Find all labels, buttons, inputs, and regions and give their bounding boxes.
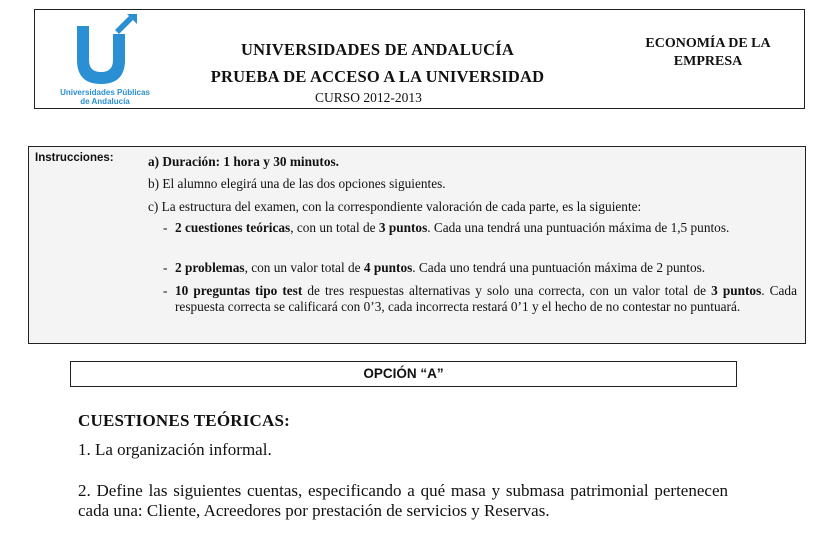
bullet-problems [163, 260, 797, 276]
university-logo [45, 14, 150, 106]
bullet-test-text-2: . Cada respuesta correcta se calificará con 0’3, cada incorrecta restará 0’1 y el hecho de no contestar no puntuará. [175, 283, 797, 314]
university-u-logo-icon [71, 14, 141, 86]
bullet-dash: - [163, 260, 168, 275]
instructions-label: Instrucciones: [35, 152, 114, 164]
header-title-2: PRUEBA DE ACCESO A LA UNIVERSIDAD [210, 67, 545, 86]
bullet-theory [163, 220, 797, 236]
section-heading: CUESTIONES TEÓRICAS: [78, 411, 291, 430]
instructions-box [28, 146, 806, 344]
instruction-c: c) La estructura del examen, con la correspondiente valoración de cada parte, es la siguiente: [148, 199, 642, 214]
course-year: CURSO 2012-2013 [315, 90, 422, 105]
bullet-problems-bold-1: 2 problemas [175, 260, 245, 275]
bullet-problems-bold-2: 4 puntos [363, 260, 413, 275]
instruction-b: b) El alumno elegirá una de las dos opciones siguientes. [148, 176, 446, 191]
bullet-problems-text-1: , con un valor total de [244, 260, 364, 275]
option-a-title: OPCIÓN “A” [70, 361, 737, 387]
logo-caption-line-2: de Andalucía [80, 97, 130, 106]
instruction-a [148, 154, 339, 170]
logo-caption-line-1: Universidades Públicas [60, 88, 150, 97]
bullet-theory-text-2: . Cada una tendrá una puntuación máxima de 1,5 puntos. [427, 220, 730, 235]
instruction-a-prefix: a) [148, 154, 163, 169]
bullet-test-bold-2: 3 puntos [711, 283, 762, 298]
bullet-theory-bold-2: 3 puntos [378, 220, 428, 235]
bullet-dash: - [163, 283, 168, 298]
logo-caption [45, 88, 165, 106]
bullet-problems-text-2: . Cada uno tendrá una puntuación máxima de 2 puntos. [412, 260, 706, 275]
bullet-dash: - [163, 220, 168, 235]
subject-name: ECONOMÍA DE LA EMPRESA [645, 36, 771, 69]
bullet-test-text-1: de tres respuestas alternativas y solo una correcta, con un valor total de [302, 283, 712, 298]
bullet-test-bold-1: 10 preguntas tipo test [175, 283, 303, 298]
bullet-theory-text-1: , con un total de [290, 220, 379, 235]
question-2: 2. Define las siguientes cuentas, especificando a qué masa y submasa patrimonial pertenecen cada una: Cliente, Acreedores por prestación de servicios y Reservas. [78, 481, 728, 520]
header-title-1: UNIVERSIDADES DE ANDALUCÍA [241, 40, 514, 59]
question-1: 1. La organización informal. [78, 440, 272, 459]
instruction-a-text: Duración: 1 hora y 30 minutos. [162, 154, 339, 169]
exam-header [34, 9, 805, 109]
bullet-test [163, 283, 797, 315]
bullet-theory-bold-1: 2 cuestiones teóricas [175, 220, 291, 235]
